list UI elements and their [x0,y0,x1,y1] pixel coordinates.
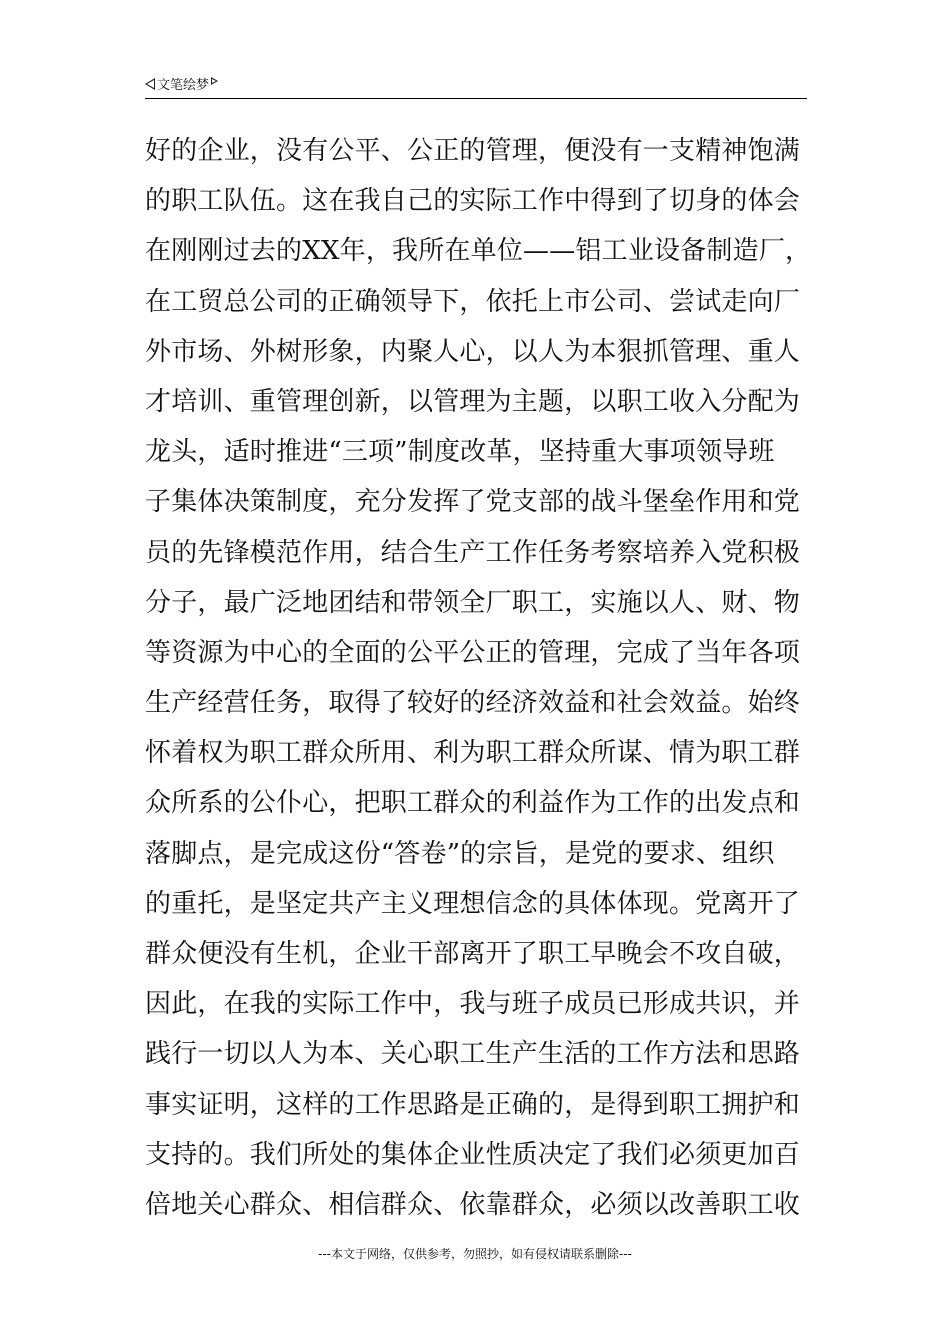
header-brand [145,74,218,93]
body-line: 分子，最广泛地团结和带领全厂职工，实施以人、财、物 [145,587,801,618]
body-line: 好的企业，没有公平、公正的管理，便没有一支精神饱满 [145,136,801,166]
body-line: 因此，在我的实际工作中，我与班子成员已形成共识，并 [145,989,801,1020]
body-line: 群众便没有生机，企业干部离开了职工早晚会不攻自破， [145,939,801,969]
body-line: 落脚点，是完成这份“答卷”的宗旨，是党的要求、组织 [145,838,775,869]
body-line: 事实证明，这样的工作思路是正确的，是得到职工拥护和 [145,1089,801,1120]
right-triangle-icon [211,77,218,85]
body-line: 在工贸总公司的正确领导下，依托上市公司、尝试走向厂 [145,286,801,317]
body-line: 龙头，适时推进“三项”制度改革，坚持重大事项领导班 [145,437,775,468]
body-line: 怀着权为职工群众所用、利为职工群众所谋、情为职工群 [145,738,801,769]
body-line: 等资源为中心的全面的公平公正的管理，完成了当年各项 [145,637,801,668]
header-brand-text: 文笔绘梦 [157,78,210,93]
body-line: 倍地关心群众、相信群众、依靠群众，必须以改善职工收 [145,1189,801,1220]
body-line: 外市场、外树形象，内聚人心，以人为本狠抓管理、重人 [145,336,801,367]
body-line: 在刚刚过去的XX年，我所在单位——铝工业设备制造厂， [145,236,812,267]
body-line: 子集体决策制度，充分发挥了党支部的战斗堡垒作用和党 [145,487,801,518]
body-line: 践行一切以人为本、关心职工生产生活的工作方法和思路 [145,1039,801,1070]
footer-disclaimer: ---本文于网络，仅供参考，勿照抄，如有侵权请联系删除--- [318,1247,632,1261]
body-line: 的职工队伍。这在我自己的实际工作中得到了切身的体会 [145,186,801,217]
body-line: 才培训、重管理创新，以管理为主题，以职工收入分配为 [145,386,801,417]
left-triangle-icon [145,78,155,90]
document-body [145,126,810,1230]
page-header [145,72,807,99]
body-line: 员的先锋模范作用，结合生产工作任务考察培养入党积极 [145,537,801,568]
body-line: 众所系的公仆心，把职工群众的利益作为工作的出发点和 [145,788,801,819]
body-line: 的重托，是坚定共产主义理想信念的具体体现。党离开了 [145,888,801,919]
body-line: 支持的。我们所处的集体企业性质决定了我们必须更加百 [145,1139,801,1170]
body-line: 生产经营任务，取得了较好的经济效益和社会效益。始终 [145,688,801,719]
